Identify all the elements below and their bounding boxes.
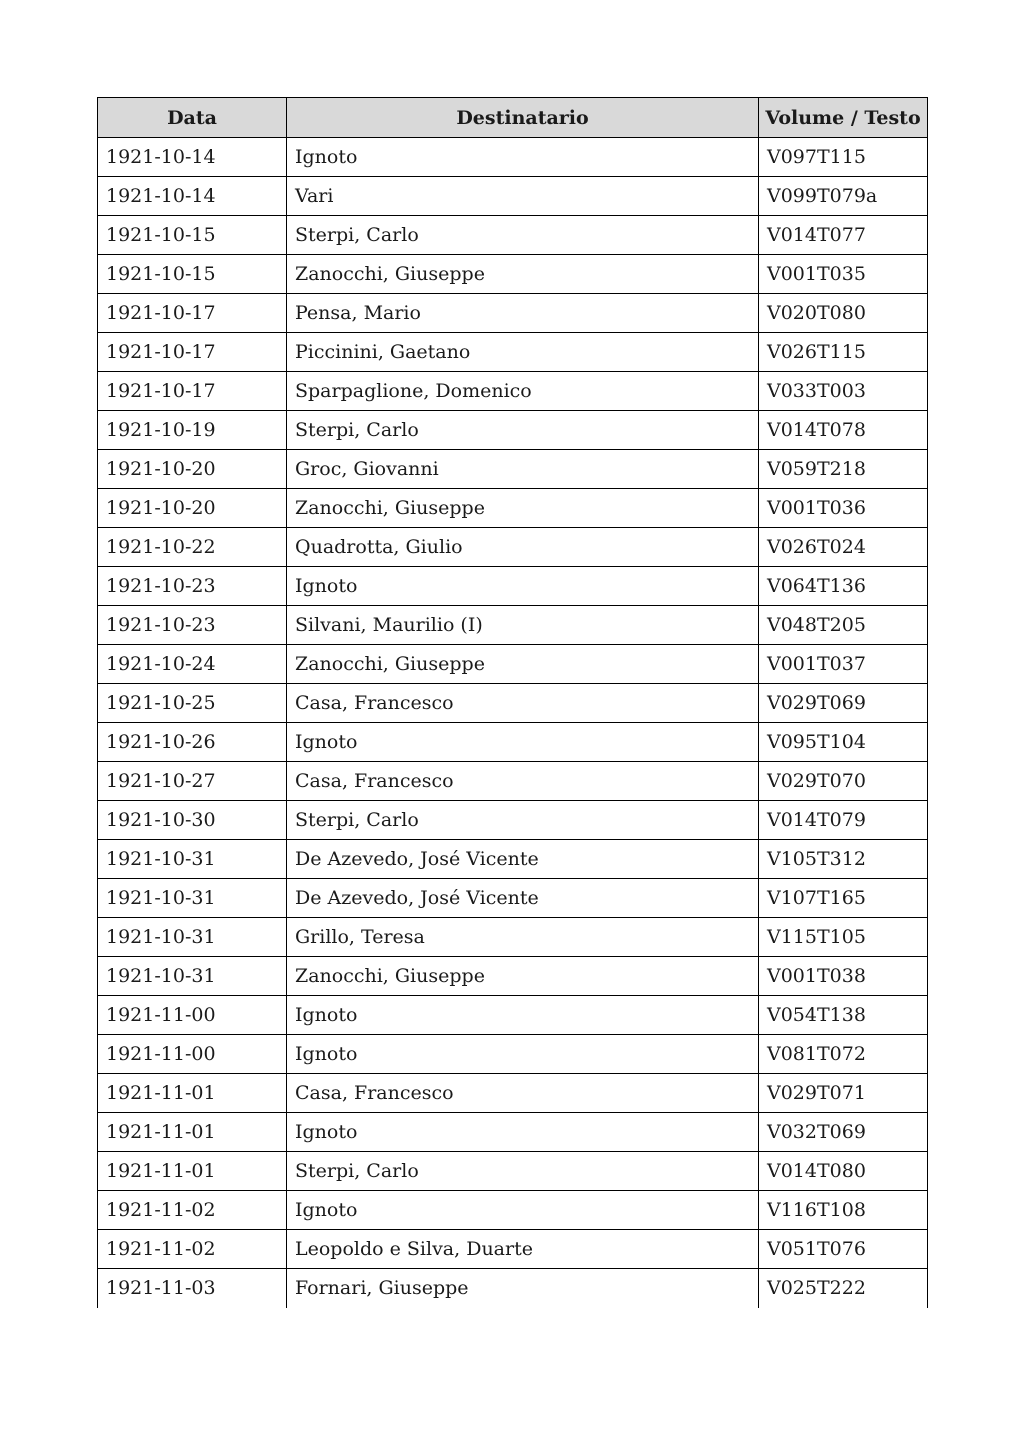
cell-data: 1921-11-02 [98,1191,287,1230]
table-row [98,801,928,840]
cell-data: 1921-10-17 [98,372,287,411]
cell-data: 1921-10-25 [98,684,287,723]
cell-destinatario: Ignoto [287,996,759,1035]
table-row [98,606,928,645]
cell-destinatario: Ignoto [287,723,759,762]
table-row [98,1152,928,1191]
cell-data: 1921-11-01 [98,1152,287,1191]
cell-volume-testo: V115T105 [759,918,928,957]
cell-volume-testo: V105T312 [759,840,928,879]
cell-destinatario: Quadrotta, Giulio [287,528,759,567]
cell-volume-testo: V054T138 [759,996,928,1035]
cell-data: 1921-10-26 [98,723,287,762]
cell-data: 1921-10-20 [98,489,287,528]
table-row [98,723,928,762]
table-row [98,489,928,528]
table-row [98,567,928,606]
table-row [98,1035,928,1074]
table-row [98,333,928,372]
cell-data: 1921-11-03 [98,1269,287,1308]
cell-volume-testo: V107T165 [759,879,928,918]
cell-volume-testo: V026T115 [759,333,928,372]
cell-data: 1921-10-20 [98,450,287,489]
cell-data: 1921-10-23 [98,567,287,606]
cell-destinatario: Casa, Francesco [287,1074,759,1113]
column-header-data: Data [98,98,287,138]
cell-volume-testo: V029T070 [759,762,928,801]
cell-destinatario: Fornari, Giuseppe [287,1269,759,1308]
cell-data: 1921-11-02 [98,1230,287,1269]
cell-volume-testo: V051T076 [759,1230,928,1269]
cell-destinatario: Zanocchi, Giuseppe [287,957,759,996]
cell-destinatario: Sterpi, Carlo [287,801,759,840]
cell-volume-testo: V014T077 [759,216,928,255]
cell-destinatario: Leopoldo e Silva, Duarte [287,1230,759,1269]
cell-data: 1921-10-17 [98,294,287,333]
cell-data: 1921-10-19 [98,411,287,450]
cell-data: 1921-11-01 [98,1113,287,1152]
cell-destinatario: Vari [287,177,759,216]
cell-volume-testo: V116T108 [759,1191,928,1230]
cell-destinatario: Zanocchi, Giuseppe [287,489,759,528]
cell-volume-testo: V001T037 [759,645,928,684]
cell-volume-testo: V032T069 [759,1113,928,1152]
cell-volume-testo: V001T035 [759,255,928,294]
cell-data: 1921-10-15 [98,216,287,255]
table-row [98,879,928,918]
cell-volume-testo: V095T104 [759,723,928,762]
column-header-destinatario: Destinatario [287,98,759,138]
cell-volume-testo: V048T205 [759,606,928,645]
cell-volume-testo: V081T072 [759,1035,928,1074]
cell-destinatario: Casa, Francesco [287,684,759,723]
cell-data: 1921-10-14 [98,177,287,216]
cell-volume-testo: V014T078 [759,411,928,450]
cell-destinatario: Casa, Francesco [287,762,759,801]
cell-volume-testo: V020T080 [759,294,928,333]
table-row [98,216,928,255]
table-body [98,138,928,1308]
table-row [98,957,928,996]
cell-destinatario: Ignoto [287,1035,759,1074]
cell-destinatario: Ignoto [287,138,759,177]
table-row [98,1074,928,1113]
cell-volume-testo: V026T024 [759,528,928,567]
cell-destinatario: Ignoto [287,567,759,606]
table-row [98,372,928,411]
table-row [98,411,928,450]
cell-volume-testo: V033T003 [759,372,928,411]
cell-destinatario: Silvani, Maurilio (I) [287,606,759,645]
cell-data: 1921-11-01 [98,1074,287,1113]
cell-destinatario: Sterpi, Carlo [287,411,759,450]
cell-destinatario: De Azevedo, José Vicente [287,879,759,918]
cell-destinatario: Zanocchi, Giuseppe [287,255,759,294]
cell-data: 1921-10-24 [98,645,287,684]
cell-destinatario: De Azevedo, José Vicente [287,840,759,879]
cell-data: 1921-10-17 [98,333,287,372]
cell-data: 1921-11-00 [98,996,287,1035]
cell-volume-testo: V059T218 [759,450,928,489]
table-row [98,762,928,801]
cell-data: 1921-10-22 [98,528,287,567]
cell-volume-testo: V097T115 [759,138,928,177]
cell-data: 1921-11-00 [98,1035,287,1074]
cell-volume-testo: V064T136 [759,567,928,606]
cell-volume-testo: V025T222 [759,1269,928,1308]
cell-volume-testo: V014T079 [759,801,928,840]
cell-volume-testo: V001T038 [759,957,928,996]
table-row [98,177,928,216]
column-header-volume-testo: Volume / Testo [759,98,928,138]
cell-destinatario: Pensa, Mario [287,294,759,333]
table-row [98,1269,928,1308]
table-row [98,255,928,294]
cell-destinatario: Grillo, Teresa [287,918,759,957]
table-row [98,138,928,177]
table-row [98,996,928,1035]
table-row [98,918,928,957]
cell-data: 1921-10-31 [98,957,287,996]
cell-destinatario: Sparpaglione, Domenico [287,372,759,411]
table-row [98,450,928,489]
cell-data: 1921-10-27 [98,762,287,801]
cell-destinatario: Sterpi, Carlo [287,1152,759,1191]
cell-volume-testo: V099T079a [759,177,928,216]
table-row [98,840,928,879]
cell-data: 1921-10-31 [98,918,287,957]
table-row [98,294,928,333]
cell-destinatario: Zanocchi, Giuseppe [287,645,759,684]
table-row [98,528,928,567]
cell-data: 1921-10-23 [98,606,287,645]
cell-volume-testo: V029T069 [759,684,928,723]
table-row [98,684,928,723]
table-row [98,1191,928,1230]
table-row [98,645,928,684]
cell-volume-testo: V001T036 [759,489,928,528]
cell-volume-testo: V014T080 [759,1152,928,1191]
table-header-row [98,98,928,138]
cell-data: 1921-10-30 [98,801,287,840]
cell-destinatario: Ignoto [287,1191,759,1230]
cell-data: 1921-10-15 [98,255,287,294]
cell-data: 1921-10-31 [98,840,287,879]
cell-volume-testo: V029T071 [759,1074,928,1113]
table-row [98,1113,928,1152]
table-row [98,1230,928,1269]
cell-destinatario: Piccinini, Gaetano [287,333,759,372]
cell-data: 1921-10-14 [98,138,287,177]
cell-destinatario: Groc, Giovanni [287,450,759,489]
letters-table [97,97,928,1308]
cell-destinatario: Ignoto [287,1113,759,1152]
cell-data: 1921-10-31 [98,879,287,918]
cell-destinatario: Sterpi, Carlo [287,216,759,255]
